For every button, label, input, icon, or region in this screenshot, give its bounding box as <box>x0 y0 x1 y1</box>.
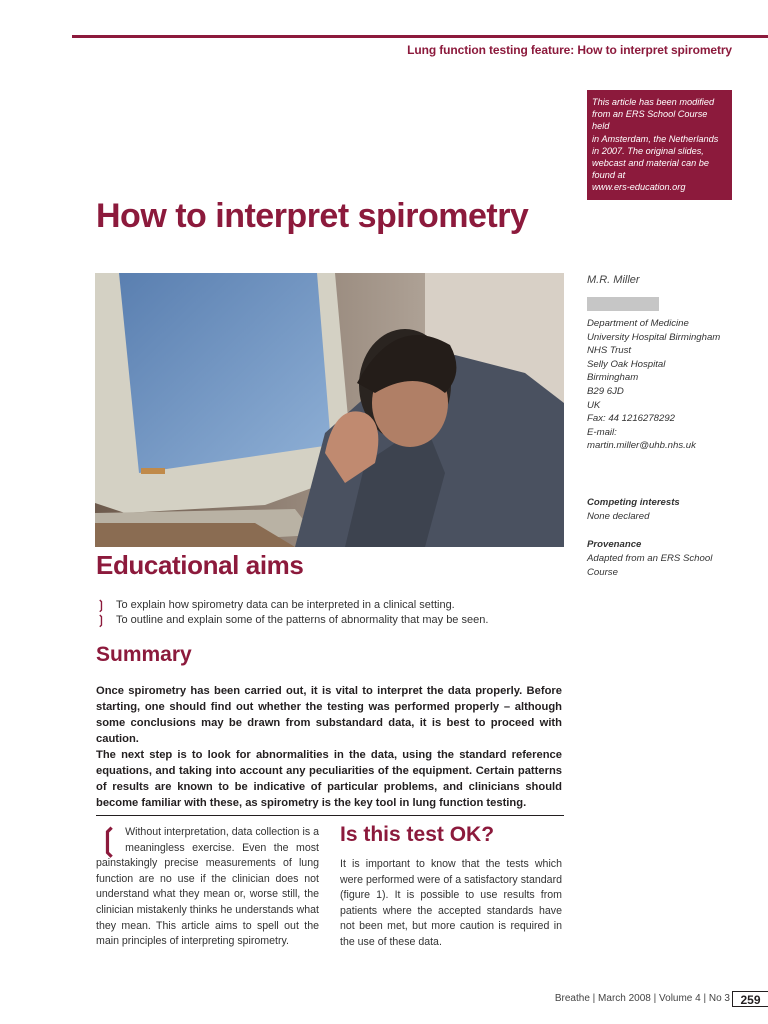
article-title: How to interpret spirometry <box>96 197 529 235</box>
affil-line: E-mail: <box>587 426 617 438</box>
aims-list <box>96 598 488 628</box>
provenance-text <box>587 552 712 579</box>
intro-column <box>96 825 319 950</box>
provenance-line: Course <box>587 566 618 578</box>
intro-text: Without interpretation, data collection is a meaningless exercise. Even the most painstakingly precise measurements of lung function are no use if the clinician does not understand what they mean or, worse still, the clinician mistakenly thinks he understands what they mean. This article aims to spell out the main principles of interpreting spirometry. <box>96 826 319 948</box>
competing-heading: Competing interests <box>587 497 680 508</box>
summary-paragraph: Once spirometry has been carried out, it is vital to interpret the data properly. Before starting, one should find out whether the testing was performed properly – although some conclusions may be drawn from substandard data, it is best to proceed with caution. <box>96 685 562 745</box>
note-link[interactable]: www.ers-education.org <box>592 182 686 193</box>
affil-line: NHS Trust <box>587 345 632 357</box>
top-rule <box>72 35 768 38</box>
aim-text: To outline and explain some of the patterns of abnormality that may be seen. <box>116 614 489 626</box>
affil-line: B29 6JD <box>587 385 624 397</box>
provenance-line: Adapted from an ERS School <box>587 553 713 564</box>
provenance-heading: Provenance <box>587 539 642 550</box>
author-name: M.R. Miller <box>587 274 640 286</box>
affil-line: Fax: 44 1216278292 <box>587 413 676 425</box>
note-box <box>587 90 732 200</box>
author-email[interactable]: martin.miller@uhb.nhs.uk <box>587 440 696 452</box>
note-line: in 2007. The original slides, <box>592 145 704 156</box>
summary-heading: Summary <box>96 643 192 666</box>
summary-paragraph: The next step is to look for abnormalities in the data, using the standard reference equations, and taking into account any peculiarities of the equipment. Certain patterns of results are known to be indicative of particular problems, and clinicians should become familiar with these, as spirometry is the key tool in lung function testing. <box>96 749 562 809</box>
list-item <box>96 598 488 613</box>
note-line: webcast and material can be <box>592 158 709 169</box>
section-heading: Is this test OK? <box>340 823 495 846</box>
aim-text: To explain how spirometry data can be interpreted in a clinical setting. <box>116 599 455 611</box>
affil-line: Selly Oak Hospital <box>587 358 666 370</box>
affil-line: Birmingham <box>587 372 639 384</box>
chevron-bullet-icon: ❳ <box>96 613 107 627</box>
author-affiliation <box>587 317 720 453</box>
note-line: This article has been modified <box>592 97 715 107</box>
list-item <box>96 613 488 628</box>
section-divider <box>96 815 564 816</box>
competing-text: None declared <box>587 511 650 522</box>
note-line: from an ERS School Course held <box>592 109 708 132</box>
affil-line: UK <box>587 399 601 411</box>
note-line: in Amsterdam, the Netherlands <box>592 133 719 144</box>
redaction-bar <box>587 297 659 311</box>
quote-mark-icon: ❲ <box>96 824 122 857</box>
summary-text <box>96 683 562 811</box>
educational-aims-heading: Educational aims <box>96 550 304 580</box>
section-text: It is important to know that the tests which were performed were of a satisfactory standard (figure 1). It is possible to use results from patients where the accepted standards have not been met, but more caution is required in the use of these data. <box>340 858 562 948</box>
affil-line: Department of Medicine <box>587 318 689 329</box>
feature-header: Lung function testing feature: How to interpret spirometry <box>407 43 732 57</box>
footer-citation: Breathe | March 2008 | Volume 4 | No 3 <box>554 993 730 1004</box>
chevron-bullet-icon: ❳ <box>96 598 107 612</box>
article-photo <box>95 273 564 547</box>
page-number: 259 <box>732 991 768 1007</box>
note-line: found at <box>592 170 626 181</box>
affil-line: University Hospital Birmingham <box>587 331 721 343</box>
